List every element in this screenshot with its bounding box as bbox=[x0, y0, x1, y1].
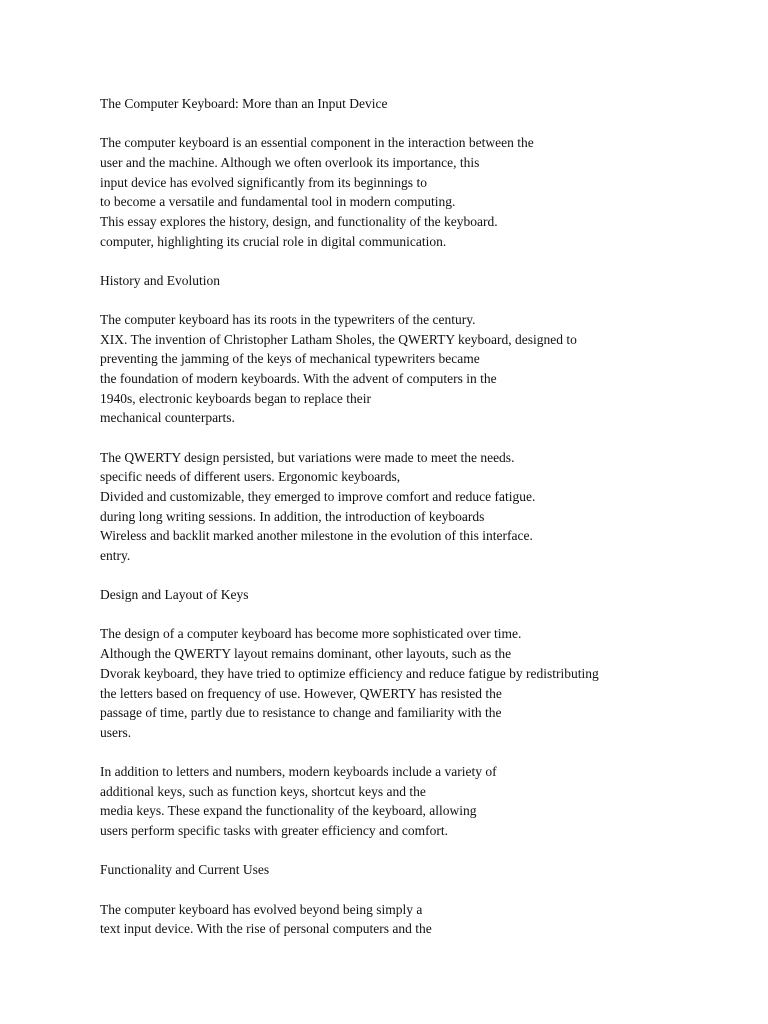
text-line: specific needs of different users. Ergonomic keyboards, bbox=[100, 469, 401, 485]
paragraph-gap bbox=[100, 114, 720, 134]
text-line: entry. bbox=[100, 548, 131, 564]
intro-paragraph bbox=[100, 133, 720, 251]
history-paragraph-1 bbox=[100, 310, 720, 428]
paragraph-gap bbox=[100, 880, 720, 900]
paragraph-gap bbox=[100, 605, 720, 625]
design-paragraph-1 bbox=[100, 624, 720, 742]
text-line: additional keys, such as function keys, shortcut keys and the bbox=[100, 783, 426, 799]
text-line: computer, highlighting its crucial role in digital communication. bbox=[100, 233, 447, 249]
text-line: passage of time, partly due to resistance to change and familiarity with the bbox=[100, 705, 502, 721]
text-line: users perform specific tasks with greater efficiency and comfort. bbox=[100, 823, 448, 839]
section-heading-design: Design and Layout of Keys bbox=[100, 587, 249, 603]
functionality-paragraph-1 bbox=[100, 900, 720, 939]
text-line: The QWERTY design persisted, but variations were made to meet the needs. bbox=[100, 449, 515, 465]
text-line: media keys. These expand the functionality of the keyboard, allowing bbox=[100, 803, 477, 819]
text-line: XIX. The invention of Christopher Latham Sholes, the QWERTY keyboard, designed to bbox=[100, 331, 577, 347]
paragraph-gap bbox=[100, 428, 720, 448]
text-line: mechanical counterparts. bbox=[100, 410, 235, 426]
text-line: This essay explores the history, design, and functionality of the keyboard. bbox=[100, 213, 498, 229]
text-line: The design of a computer keyboard has become more sophisticated over time. bbox=[100, 626, 522, 642]
text-line: Although the QWERTY layout remains dominant, other layouts, such as the bbox=[100, 646, 512, 662]
paragraph-gap bbox=[100, 841, 720, 861]
text-line: The computer keyboard has evolved beyond being simply a bbox=[100, 901, 423, 917]
section-heading-functionality: Functionality and Current Uses bbox=[100, 862, 270, 878]
text-line: during long writing sessions. In addition, the introduction of keyboards bbox=[100, 508, 485, 524]
text-line: the foundation of modern keyboards. With the advent of computers in the bbox=[100, 371, 497, 387]
text-line: the letters based on frequency of use. However, QWERTY has resisted the bbox=[100, 685, 502, 701]
text-line: users. bbox=[100, 724, 132, 740]
text-line: 1940s, electronic keyboards began to replace their bbox=[100, 390, 372, 406]
design-paragraph-2 bbox=[100, 762, 720, 841]
history-paragraph-2 bbox=[100, 448, 720, 566]
text-line: input device has evolved significantly from its beginnings to bbox=[100, 174, 427, 190]
document-page bbox=[100, 94, 720, 939]
paragraph-gap bbox=[100, 291, 720, 311]
text-line: preventing the jamming of the keys of mechanical typewriters became bbox=[100, 351, 480, 367]
text-line: to become a versatile and fundamental tool in modern computing. bbox=[100, 194, 456, 210]
text-line: The computer keyboard is an essential component in the interaction between the bbox=[100, 135, 534, 151]
text-line: Dvorak keyboard, they have tried to optimize efficiency and reduce fatigue by redistributing bbox=[100, 665, 599, 681]
paragraph-gap bbox=[100, 743, 720, 763]
paragraph-gap bbox=[100, 566, 720, 586]
document-title: The Computer Keyboard: More than an Input Device bbox=[100, 96, 388, 111]
text-line: text input device. With the rise of personal computers and the bbox=[100, 921, 432, 937]
text-line: In addition to letters and numbers, modern keyboards include a variety of bbox=[100, 764, 497, 780]
section-heading-history: History and Evolution bbox=[100, 272, 220, 288]
text-line: user and the machine. Although we often overlook its importance, this bbox=[100, 154, 480, 170]
text-line: Divided and customizable, they emerged to improve comfort and reduce fatigue. bbox=[100, 489, 536, 504]
text-line: Wireless and backlit marked another milestone in the evolution of this interface. bbox=[100, 528, 533, 544]
paragraph-gap bbox=[100, 251, 720, 271]
text-line: The computer keyboard has its roots in the typewriters of the century. bbox=[100, 312, 476, 327]
